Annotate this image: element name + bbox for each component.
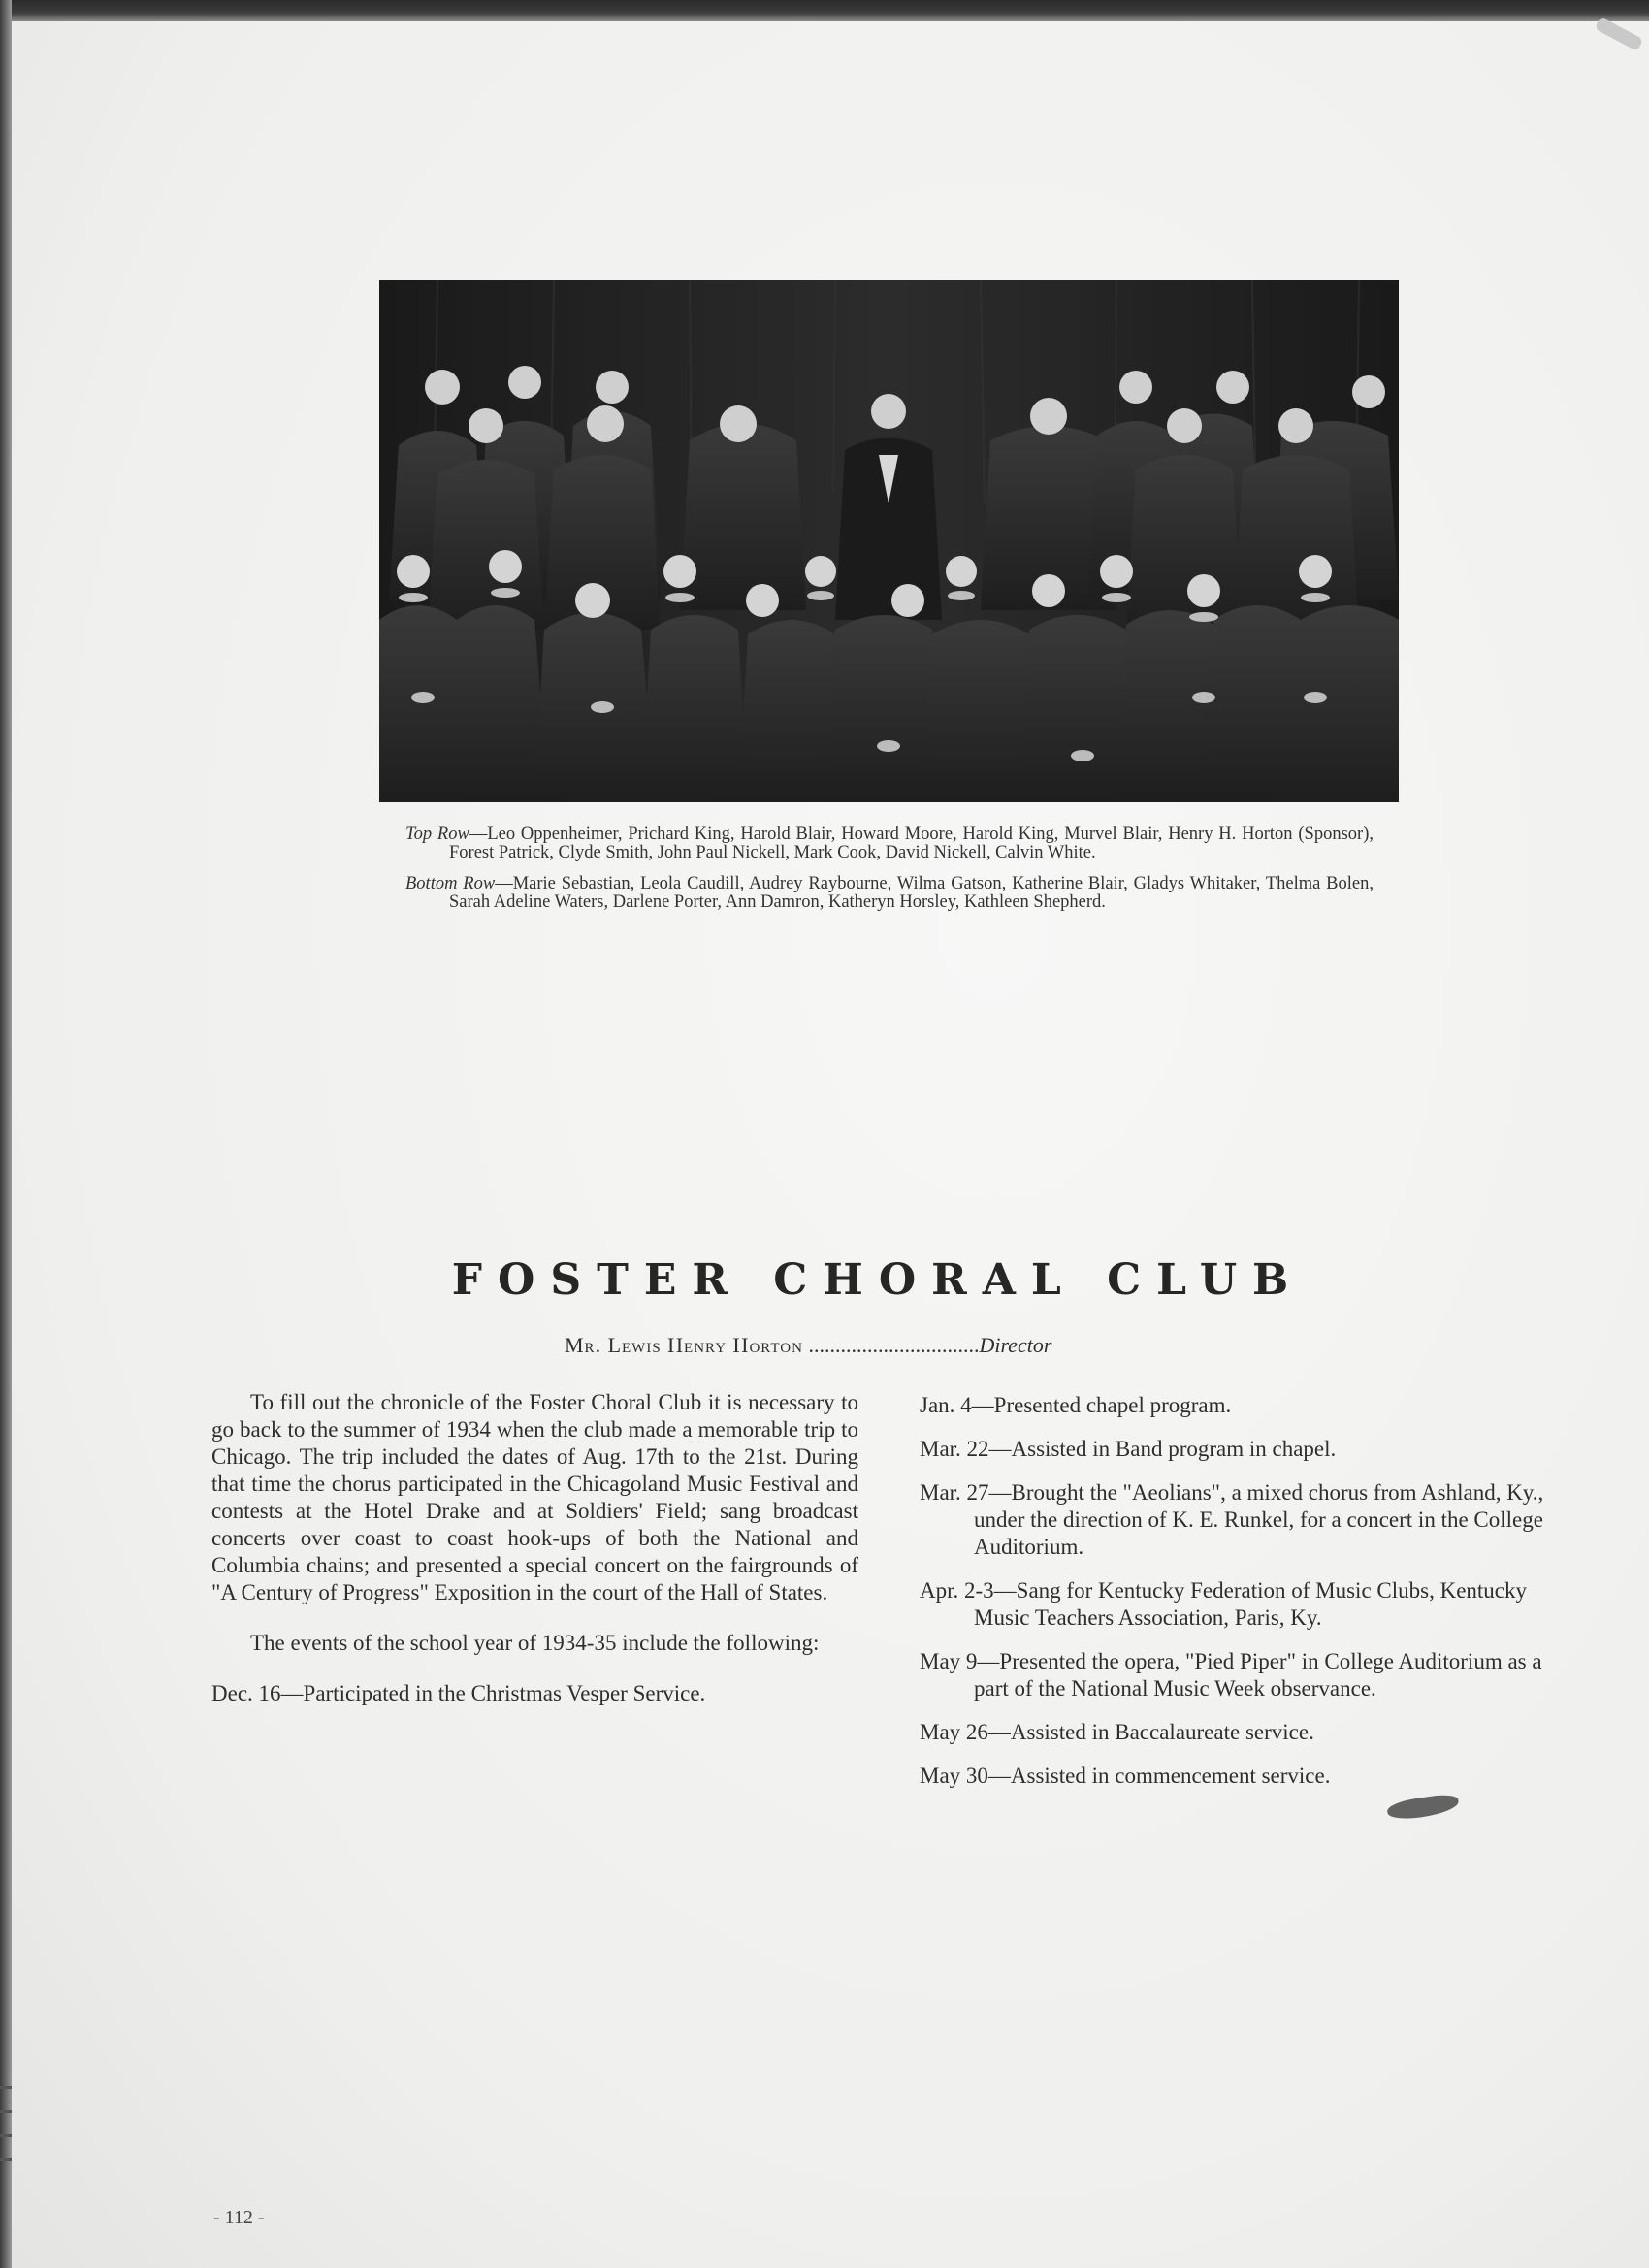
right-column [920, 1392, 1568, 1806]
top-row-names: —Leo Oppenheimer, Prichard King, Harold Blair, Howard Moore, Harold King, Murvel Blair, Henry H. Horton (Sponsor), Forest Patrick, Clyde Smith, John Paul Nickell, Mark Cook, David Nickell, Calvin White. [449, 825, 1374, 862]
event-item: Jan. 4—Presented chapel program. [920, 1393, 1232, 1417]
event-item-dec-16: Dec. 16—Participated in the Christmas Vesper Service. [211, 1681, 706, 1705]
bottom-row-label: Bottom Row [405, 874, 496, 893]
left-column [211, 1389, 858, 1731]
event-item: May 9—Presented the opera, "Pied Piper" in College Auditorium as a part of the National Music Week observance. [920, 1649, 1542, 1701]
group-photo-illustration [379, 280, 1399, 802]
bottom-row-names: —Marie Sebastian, Leola Caudill, Audrey Raybourne, Wilma Gatson, Katherine Blair, Gladys Whitaker, Thelma Bolen, Sarah Adeline Waters, Darlene Porter, Ann Damron, Katheryn Horsley, Kathleen Shepherd. [449, 874, 1374, 912]
caption-bottom-row [405, 875, 1374, 912]
event-item: Mar. 27—Brought the "Aeolians", a mixed chorus from Ashland, Ky., under the direction of K. E. Runkel, for a concert in the College Auditorium. [920, 1480, 1544, 1559]
director-leader-dots: ................................ [802, 1333, 980, 1357]
event-item: Apr. 2-3—Sang for Kentucky Federation of Music Clubs, Kentucky Music Teachers Association, Paris, Ky. [920, 1578, 1528, 1630]
choral-club-group-photo [379, 280, 1399, 802]
event-item: May 26—Assisted in Baccalaureate service. [920, 1720, 1314, 1744]
scan-left-edge [0, 0, 12, 2268]
page-title: FOSTER CHORAL CLUB [451, 1255, 1305, 1305]
caption-top-row [405, 826, 1374, 862]
corner-smudge [1595, 16, 1644, 51]
director-name: Mr. Lewis Henry Horton [565, 1333, 803, 1357]
event-item: May 30—Assisted in commencement service. [920, 1764, 1331, 1788]
page-number: - 112 - [213, 2207, 265, 2228]
chronicle-paragraph: To fill out the chronicle of the Foster Choral Club it is necessary to go back to the summer of 1934 when the club made a memorable trip to Chicago. The trip included the dates of Aug. 17th to the 21st. During that time the chorus participated in the Chicagoland Music Festival and contests at the Hotel Drake and at Soldiers' Field; sang broadcast concerts over coast to coast hook-ups of both the National and Columbia chains; and presented a special concert on the fairgrounds of "A Century of Progress" Exposition in the court of the Hall of States. [211, 1390, 858, 1604]
director-role: Director [979, 1333, 1052, 1357]
director-line [565, 1333, 1244, 1358]
binding-marks [0, 2086, 14, 2212]
event-item: Mar. 22—Assisted in Band program in chapel. [920, 1437, 1337, 1461]
top-row-label: Top Row [405, 825, 469, 844]
events-intro-paragraph: The events of the school year of 1934-35 include the following: [250, 1631, 820, 1655]
scan-top-edge [0, 0, 1649, 21]
photo-caption [405, 826, 1374, 924]
